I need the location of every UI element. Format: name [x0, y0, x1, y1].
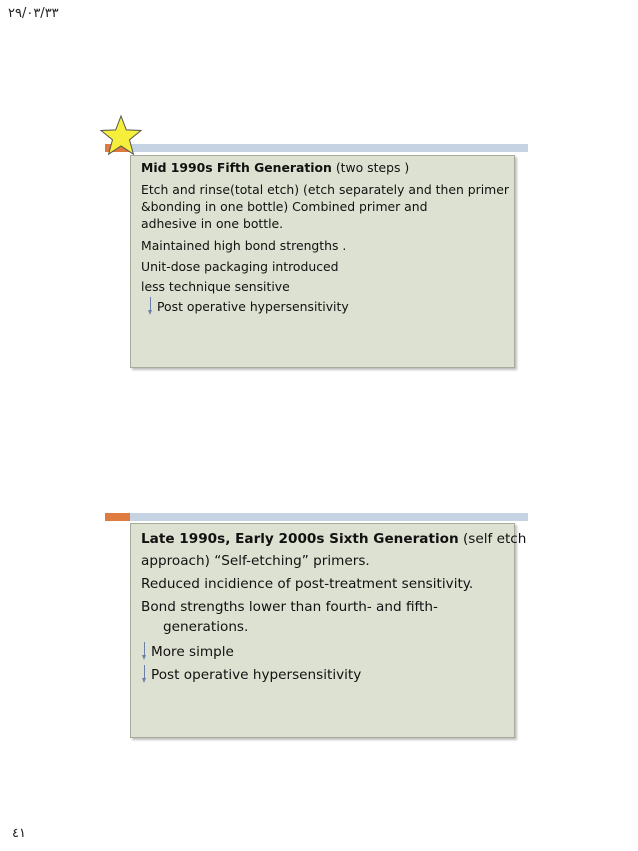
slide-1-header-bar — [105, 144, 528, 152]
down-arrow-icon — [148, 297, 154, 315]
star-icon — [99, 114, 143, 158]
slide-2-line-5: generations. — [163, 619, 249, 635]
slide-1-line-8 — [148, 297, 349, 315]
slide-2 — [130, 523, 527, 738]
slide-2-title-note: (self etch — [458, 531, 527, 547]
slide-1-title: Mid 1990s Fifth Generation — [141, 160, 332, 175]
header-bar-accent — [105, 513, 130, 521]
slide-2-line-4: Bond strengths lower than fourth- and fifth- — [141, 599, 438, 615]
slide-1 — [130, 155, 515, 368]
slide-2-line-2: approach) “Self-etching” primers. — [141, 553, 370, 569]
slide-1-line-2: Etch and rinse(total etch) (etch separately and then primer — [141, 182, 509, 197]
slide-2-line-6 — [142, 642, 234, 660]
slide-1-line-8-text: Post operative hypersensitivity — [157, 299, 349, 314]
down-arrow-icon — [142, 642, 148, 660]
slide-2-line-3: Reduced incidience of post-treatment sensitivity. — [141, 576, 474, 592]
down-arrow-icon — [142, 665, 148, 683]
slide-2-title-line — [141, 531, 526, 547]
slide-1-line-4: adhesive in one bottle. — [141, 216, 284, 231]
slide-1-line-3: &bonding in one bottle) Combined primer and — [141, 199, 428, 214]
page-date: ٢٩/٠٣/٣٣ — [8, 6, 59, 21]
slide-1-title-note: (two steps ) — [331, 160, 410, 175]
slide-2-title: Late 1990s, Early 2000s Sixth Generation — [141, 531, 459, 547]
slide-2-line-6-text: More simple — [151, 644, 234, 660]
slide-1-line-6: Unit-dose packaging introduced — [141, 259, 339, 274]
slide-2-line-7 — [142, 665, 361, 683]
slide-2-line-7-text: Post operative hypersensitivity — [151, 667, 362, 683]
page-number: ٤١ — [12, 826, 26, 841]
slide-2-header-bar — [105, 513, 528, 521]
slide-1-line-5: Maintained high bond strengths . — [141, 238, 347, 253]
slide-1-line-7: less technique sensitive — [141, 279, 290, 294]
slide-1-title-line — [141, 160, 409, 175]
